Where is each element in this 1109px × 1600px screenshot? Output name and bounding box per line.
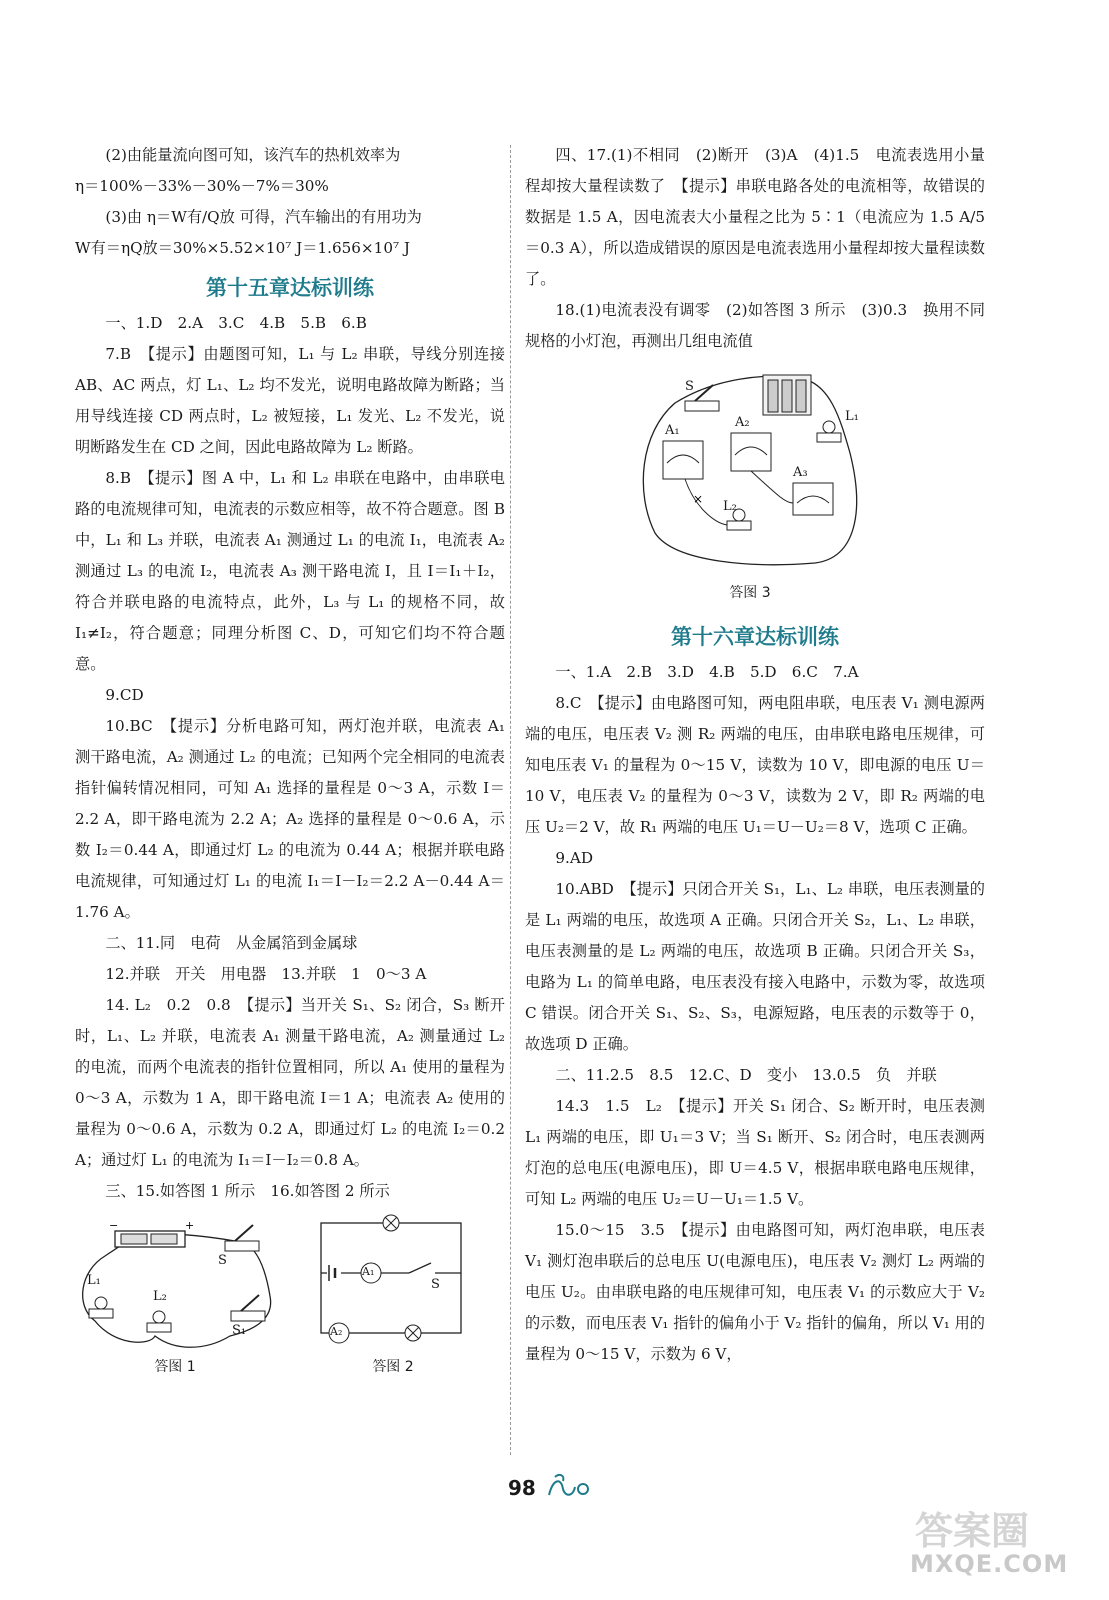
flourish-icon [545, 1471, 595, 1501]
fig3-label-a2: A₂ [735, 415, 750, 430]
fig1-caption: 答图 1 [154, 1359, 196, 1375]
answer-paragraph: 9.CD [105, 686, 144, 704]
answer-paragraph: 7.B 【提示】由题图可知，L₁ 与 L₂ 串联，导线分别连接 AB、AC 两点，灯 L₁、L₂ 均不发光，说明电路故障为断路；当用导线连接 CD 两点时，L₂ 被短接，L₁ 发光、L₂ 不发光，说明断路发生在 CD 之间，因此电路故障为 L₂ 断路。 [75, 345, 505, 456]
answer-paragraph: 18.(1)电流表没有调零 (2)如答图 3 所示 (3)0.3 换用不同规格的小灯泡，再测出几组电流值 [525, 301, 985, 350]
answer-paragraph: 14.3 1.5 L₂ 【提示】开关 S₁ 闭合、S₂ 断开时，电压表测 L₁ 两端的电压，即 U₁＝3 V；当 S₁ 断开、S₂ 闭合时，电压表测两灯泡的总电压(电源电压)，即 U＝4.5 V，根据串联电路电压规律，可知 L₂ 两端的电压 U₂＝U－U₁＝1.5 V。 [525, 1097, 985, 1208]
fig2-label-s: S [431, 1277, 440, 1292]
fig2-label-a1: A₁ [362, 1265, 375, 1278]
fig1-label-s: S [218, 1253, 227, 1268]
answer-paragraph: 12.并联 开关 用电器 13.并联 1 0～3 A [105, 965, 427, 983]
answer-paragraph: 10.ABD 【提示】只闭合开关 S₁，L₁、L₂ 串联，电压表测量的是 L₁ 两端的电压，故选项 A 正确。只闭合开关 S₂，L₁、L₂ 串联，电压表测量的是 L₂ 两端的电压，故选项 B 正确。只闭合开关 S₃，电路为 L₁ 的简单电路，电压表没有接入电路中，示数为零，故选项 C 错误。闭合开关 S₁、S₂、S₃，电源短路，电压表的示数等于 0，故选项 D 正确。 [525, 880, 985, 1053]
right-column [525, 140, 985, 1370]
answer-paragraph: 15.0～15 3.5 【提示】由电路图可知，两灯泡串联，电压表 V₁ 测灯泡串联后的总电压 U(电源电压)，电压表 V₂ 测灯 L₂ 两端的电压 U₂。由串联电路的电压规律可知，电压表 V₁ 的示数应大于 V₂ 的示数，而电压表 V₁ 指针的偏角小于 V₂ 指针的偏角，所以 V₁ 用的量程为 0～15 V，示数为 6 V， [525, 1221, 985, 1363]
answer-paragraph: 8.B 【提示】图 A 中，L₁ 和 L₂ 串联在电路中，由串联电路的电流规律可知，电流表的示数应相等，故不符合题意。图 B 中，L₁ 和 L₃ 并联，电流表 A₁ 测通过 L₁ 的电流 I₁，电流表 A₂ 测通过 L₃ 的电流 I₂，电流表 A₃ 测干路电流 I，且 I＝I₁＋I₂，符合并联电路的电流特点，此外，L₃ 与 L₁ 的规格不同，故 I₁≠I₂，符合题意；同理分析图 C、D，可知它们均不符合题意。 [75, 469, 505, 673]
fig1-label-s1: S₁ [232, 1323, 247, 1338]
formula-line: W有＝ηQ放＝30%×5.52×10⁷ J＝1.656×10⁷ J [75, 239, 410, 257]
fig3-label-l1: L₁ [845, 409, 859, 424]
answer-paragraph: 二、11.2.5 8.5 12.C、D 变小 13.0.5 负 并联 [555, 1066, 937, 1084]
answer-figure-1 [75, 1211, 285, 1351]
fig1-label-l2: L₂ [153, 1289, 167, 1304]
fig3-caption: 答图 3 [729, 585, 771, 601]
chapter-heading: 第十六章达标训练 [671, 625, 839, 649]
answer-paragraph: 一、1.A 2.B 3.D 4.B 5.D 6.C 7.A [555, 663, 859, 681]
figures-row [75, 1211, 505, 1381]
formula-line: η＝100%－33%－30%－7%＝30% [75, 177, 329, 195]
watermark-url: MXQE.COM [910, 1550, 1069, 1578]
answer-paragraph: 14. L₂ 0.2 0.8 【提示】当开关 S₁、S₂ 闭合，S₃ 断开时，L₁、L₂ 并联，电流表 A₁ 测量干路电流，A₂ 测量通过 L₂ 的电流，而两个电流表的指针位置相同，所以 A₁ 使用的量程为 0～3 A，示数为 1 A，即干路电流 I＝1 A；电流表 A₂ 使用的量程为 0～0.6 A，示数为 0.2 A，即通过灯 L₂ 的电流 I₂＝0.2 A；通过灯 L₁ 的电流为 I₁＝I－I₂＝0.8 A。 [75, 996, 505, 1169]
watermark-logo: 答案圈 [915, 1509, 1030, 1553]
fig3-label-a1: A₁ [665, 423, 680, 438]
fig3-label-s: S [685, 379, 694, 394]
left-column [75, 140, 505, 1381]
watermark [910, 1500, 1100, 1595]
svg-text:+: + [185, 1219, 195, 1232]
answer-figure-3 [635, 363, 865, 573]
fig1-label-l1: L₁ [87, 1273, 101, 1288]
fig3-label-l2: L₂ [723, 499, 737, 514]
svg-text:−: − [109, 1219, 119, 1232]
text-line: (2)由能量流向图可知，该汽车的热机效率为 [105, 146, 401, 164]
text-line: (3)由 η＝W有/Q放 可得，汽车输出的有用功为 [105, 208, 422, 226]
figure-3-block [525, 357, 985, 607]
svg-text:×: × [693, 492, 704, 506]
answer-paragraph: 四、17.(1)不相同 (2)断开 (3)A (4)1.5 电流表选用小量程却按大量程读数了 【提示】串联电路各处的电流相等，故错误的数据是 1.5 A，因电流表大小量程之比为 5∶1（电流应为 1.5 A/5＝0.3 A），所以造成错误的原因是电流表选用小量程却按大量程读数了。 [525, 146, 985, 288]
answer-paragraph: 三、15.如答图 1 所示 16.如答图 2 所示 [105, 1182, 390, 1200]
answer-paragraph: 一、1.D 2.A 3.C 4.B 5.B 6.B [105, 314, 367, 332]
answer-paragraph: 二、11.同 电荷 从金属箔到金属球 [105, 934, 358, 952]
answer-paragraph: 10.BC 【提示】分析电路可知，两灯泡并联，电流表 A₁ 测干路电流，A₂ 测通过 L₂ 的电流；已知两个完全相同的电流表指针偏转情况相同，可知 A₁ 选择的量程是 0～3 A，示数 I＝2.2 A，即干路电流为 2.2 A；A₂ 选择的量程是 0～0.6 A，示数 I₂＝0.44 A，即通过灯 L₂ 的电流为 0.44 A；根据并联电路电流规律，可知通过灯 L₁ 的电流 I₁＝I－I₂＝2.2 A－0.44 A＝1.76 A。 [75, 717, 505, 921]
column-divider [510, 145, 511, 1455]
answer-paragraph: 9.AD [555, 849, 594, 867]
fig2-caption: 答图 2 [372, 1359, 414, 1375]
fig2-label-a2: A₂ [330, 1325, 343, 1338]
chapter-heading: 第十五章达标训练 [206, 276, 374, 300]
page-number: 98 [508, 1476, 536, 1500]
fig3-label-a3: A₃ [793, 465, 808, 480]
answer-paragraph: 8.C 【提示】由电路图可知，两电阻串联，电压表 V₁ 测电源两端的电压，电压表 V₂ 测 R₂ 两端的电压，由串联电路电压规律，可知电压表 V₁ 的量程为 0～15 V，读数为 10 V，即电源的电压 U＝10 V，电压表 V₂ 的量程为 0～3 V，读数为 2 V，即 R₂ 两端的电压 U₂＝2 V，故 R₁ 两端的电压 U₁＝U－U₂＝8 V，选项 C 正确。 [525, 694, 985, 836]
